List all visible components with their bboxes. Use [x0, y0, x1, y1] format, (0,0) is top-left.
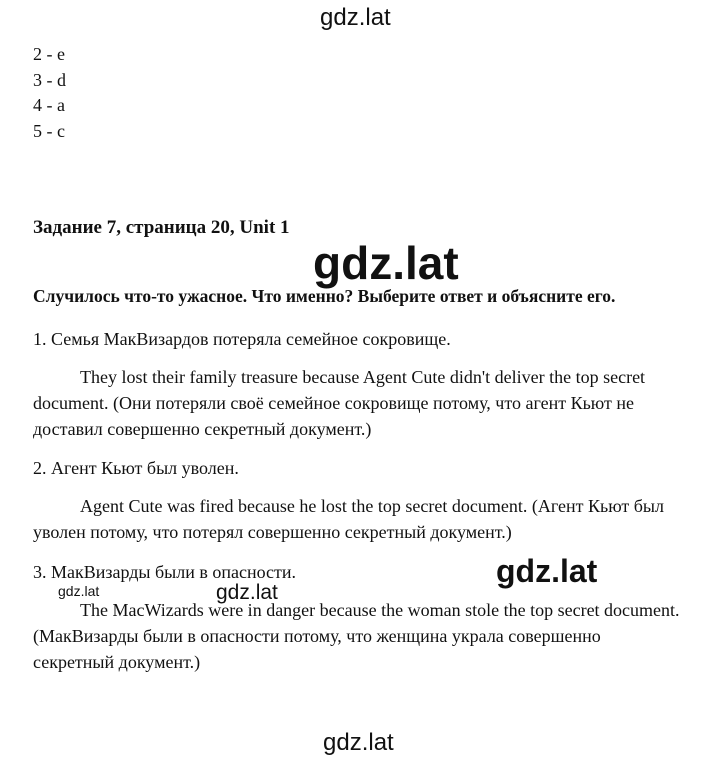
watermark-bottom: gdz.lat — [323, 729, 394, 756]
answer-list — [33, 42, 66, 144]
watermark-large: gdz.lat — [313, 237, 459, 289]
watermark-top: gdz.lat — [320, 4, 391, 31]
list-item: 5 - c — [33, 120, 65, 141]
task-heading: Задание 7, страница 20, Unit 1 — [33, 217, 290, 238]
question-2: 2. Агент Кьют был уволен. — [33, 458, 239, 478]
answer-3: The MacWizards were in danger because the woman stole the top secret document. (МакВизарды были в опасности потому, что женщина украла совершенно секретный документ.) — [33, 600, 680, 672]
answer-1: They lost their family treasure because Agent Cute didn't deliver the top secret document. (Они потеряли своё семейное сокровище потому, что агент Кьют не доставил совершенно секретный документ.) — [33, 367, 646, 439]
question-1: 1. Семья МакВизардов потеряла семейное сокровище. — [33, 329, 451, 349]
watermark-small-center: gdz.lat — [216, 581, 278, 604]
watermark-medium: gdz.lat — [496, 553, 598, 589]
list-item: 4 - a — [33, 95, 65, 115]
list-item: 2 - e — [33, 44, 65, 64]
task-instruction: Случилось что-то ужасное. Что именно? Выберите ответ и объясните его. — [33, 286, 616, 306]
watermark-small-left: gdz.lat — [58, 583, 100, 599]
list-item: 3 - d — [33, 69, 66, 90]
answer-2: Agent Cute was fired because he lost the top secret document. (Агент Кьют был уволен потому, что потерял совершенно секретный документ.) — [33, 496, 665, 542]
question-3: 3. МакВизарды были в опасности. — [33, 562, 297, 582]
